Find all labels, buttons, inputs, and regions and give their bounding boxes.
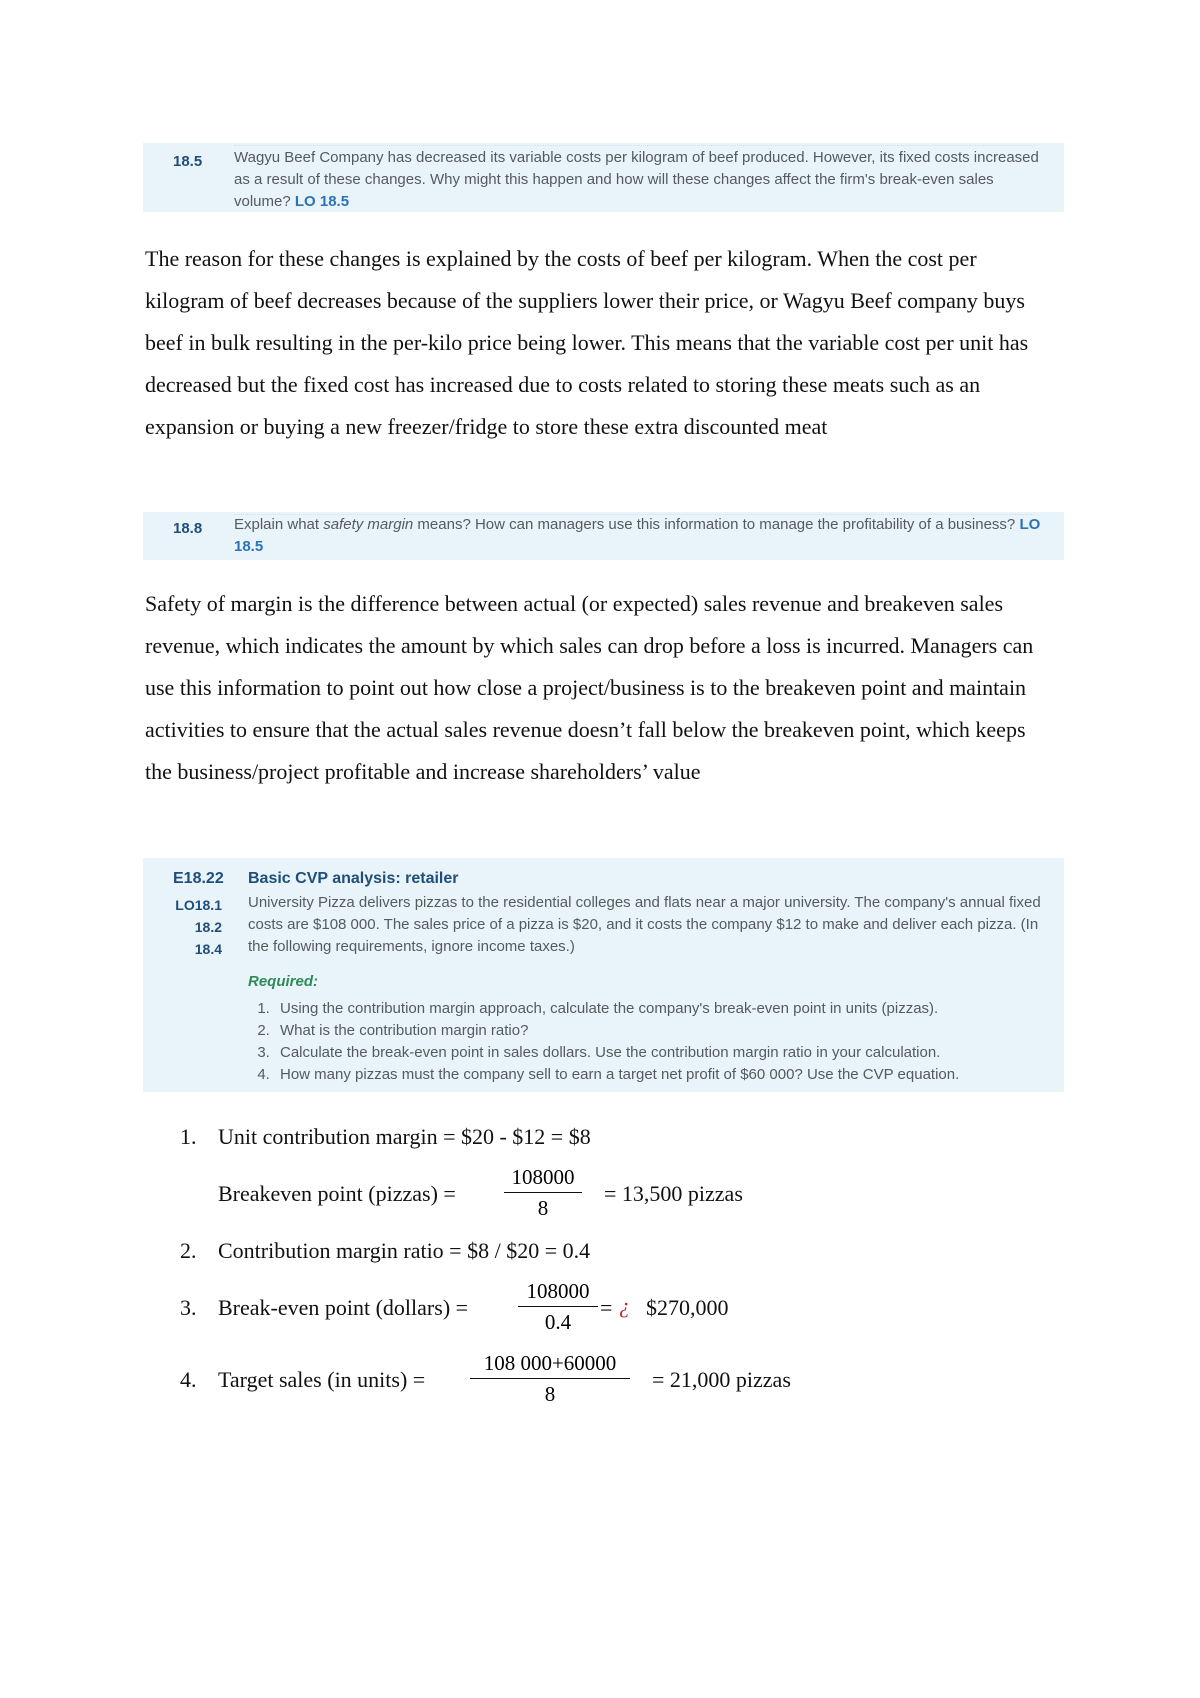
- solution-number: 2.: [180, 1238, 197, 1263]
- solution-number: 4.: [180, 1367, 197, 1392]
- required-label: Required:: [248, 973, 319, 990]
- fraction-numerator: 108000: [511, 1165, 575, 1189]
- requirement-item: 3. Calculate the break-even point in sales dollars. Use the contribution margin ratio in your calculation.: [274, 1042, 959, 1064]
- fraction-numerator: 108 000+60000: [483, 1351, 617, 1375]
- question-body: Wagyu Beef Company has decreased its variable costs per kilogram of beef produced. However, its fixed costs increased as a result of these changes. Why might this happen and how will these changes affect the firm's break-even sales volume?: [234, 149, 1039, 210]
- learning-objective: LO 18.5: [294, 193, 350, 210]
- cropped-text-strip: [234, 138, 1034, 146]
- solution-text: Unit contribution margin = $20 - $12 = $8: [218, 1124, 591, 1149]
- question-body-start: Explain what: [234, 516, 324, 533]
- fraction-bar: [504, 1192, 582, 1193]
- answer-paragraph-18-8: Safety of margin is the difference between actual (or expected) sales revenue and breakeven sales revenue, which indicates the amount by which sales can drop before a loss is incurred. Managers can use this information to point out how close a project/business is to the breakeven point and maintain activities to ensure that the actual sales revenue doesn’t fall below the breakeven point, which keeps the business/project profitable and increase shareholders’ value: [145, 591, 1034, 784]
- solution-label: Target sales (in units) =: [218, 1367, 426, 1392]
- exercise-box-e18-22: [143, 858, 1064, 1092]
- learning-objective: LO 18.5: [234, 516, 1041, 555]
- breakeven-result: = 13,500 pizzas: [604, 1181, 743, 1206]
- solution-label: Break-even point (dollars) =: [218, 1295, 469, 1320]
- requirement-item: 4. How many pizzas must the company sell to earn a target net profit of $60 000? Use the CVP equation.: [274, 1064, 959, 1086]
- solution-number: 3.: [180, 1295, 197, 1320]
- question-body-end: means? How can managers use this information to manage the profitability of a business?: [413, 516, 1016, 533]
- exercise-text: University Pizza delivers pizzas to the residential colleges and flats near a major university. The company's annual fixed costs are $108 000. The sales price of a pizza is $20, and it costs the company $12 to make and deliver each pizza. (In the following requirements, ignore income taxes.): [248, 894, 1041, 955]
- fraction-denominator: 8: [537, 1196, 549, 1220]
- fraction-target-units: [470, 1350, 630, 1407]
- fraction-bar: [470, 1378, 630, 1379]
- question-text: [234, 147, 1042, 213]
- learning-objective: 18.4: [194, 941, 222, 957]
- question-number: 18.8: [173, 520, 203, 537]
- fraction-numerator: 108000: [526, 1279, 590, 1303]
- target-units-result: = 21,000 pizzas: [652, 1367, 791, 1392]
- breakeven-label: Breakeven point (pizzas) =: [218, 1181, 456, 1206]
- solution-text: Contribution margin ratio = $8 / $20 = 0.4: [218, 1238, 591, 1263]
- requirement-item: 1. Using the contribution margin approach, calculate the company's break-even point in units (pizzas).: [274, 998, 959, 1020]
- requirements-list: [248, 998, 959, 1086]
- question-term: safety margin: [323, 516, 414, 533]
- fraction-denominator: 8: [544, 1382, 556, 1406]
- learning-objective: LO18.1: [175, 897, 222, 913]
- requirement-item: 2. What is the contribution margin ratio?: [274, 1020, 959, 1042]
- fraction-breakeven-dollars: [518, 1278, 598, 1335]
- question-text: [234, 514, 1042, 558]
- question-box-18-5: [143, 143, 1064, 212]
- learning-objective: 18.2: [194, 919, 222, 935]
- breakeven-dollars-result: $270,000: [646, 1295, 729, 1320]
- answer-paragraph-18-5: The reason for these changes is explained by the costs of beef per kilogram. When the cost per kilogram of beef decreases because of the suppliers lower their price, or Wagyu Beef company buys beef in bulk resulting in the per-kilo price being lower. This means that the variable cost per unit has decreased but the fixed cost has increased due to costs related to storing these meats such as an expansion or buying a new freezer/fridge to store these extra discounted meat: [145, 246, 1029, 439]
- fraction-breakeven-units: [504, 1164, 582, 1221]
- error-glyph: ¿: [619, 1293, 630, 1318]
- exercise-number: E18.22: [173, 870, 224, 887]
- learning-objectives: [161, 894, 222, 960]
- exercise-title: Basic CVP analysis: retailer: [248, 870, 459, 887]
- question-number: 18.5: [173, 153, 203, 170]
- fraction-bar: [518, 1306, 598, 1307]
- equals-sign: =: [600, 1295, 613, 1320]
- fraction-denominator: 0.4: [544, 1310, 572, 1334]
- solution-number: 1.: [180, 1124, 197, 1149]
- question-box-18-8: [143, 512, 1064, 560]
